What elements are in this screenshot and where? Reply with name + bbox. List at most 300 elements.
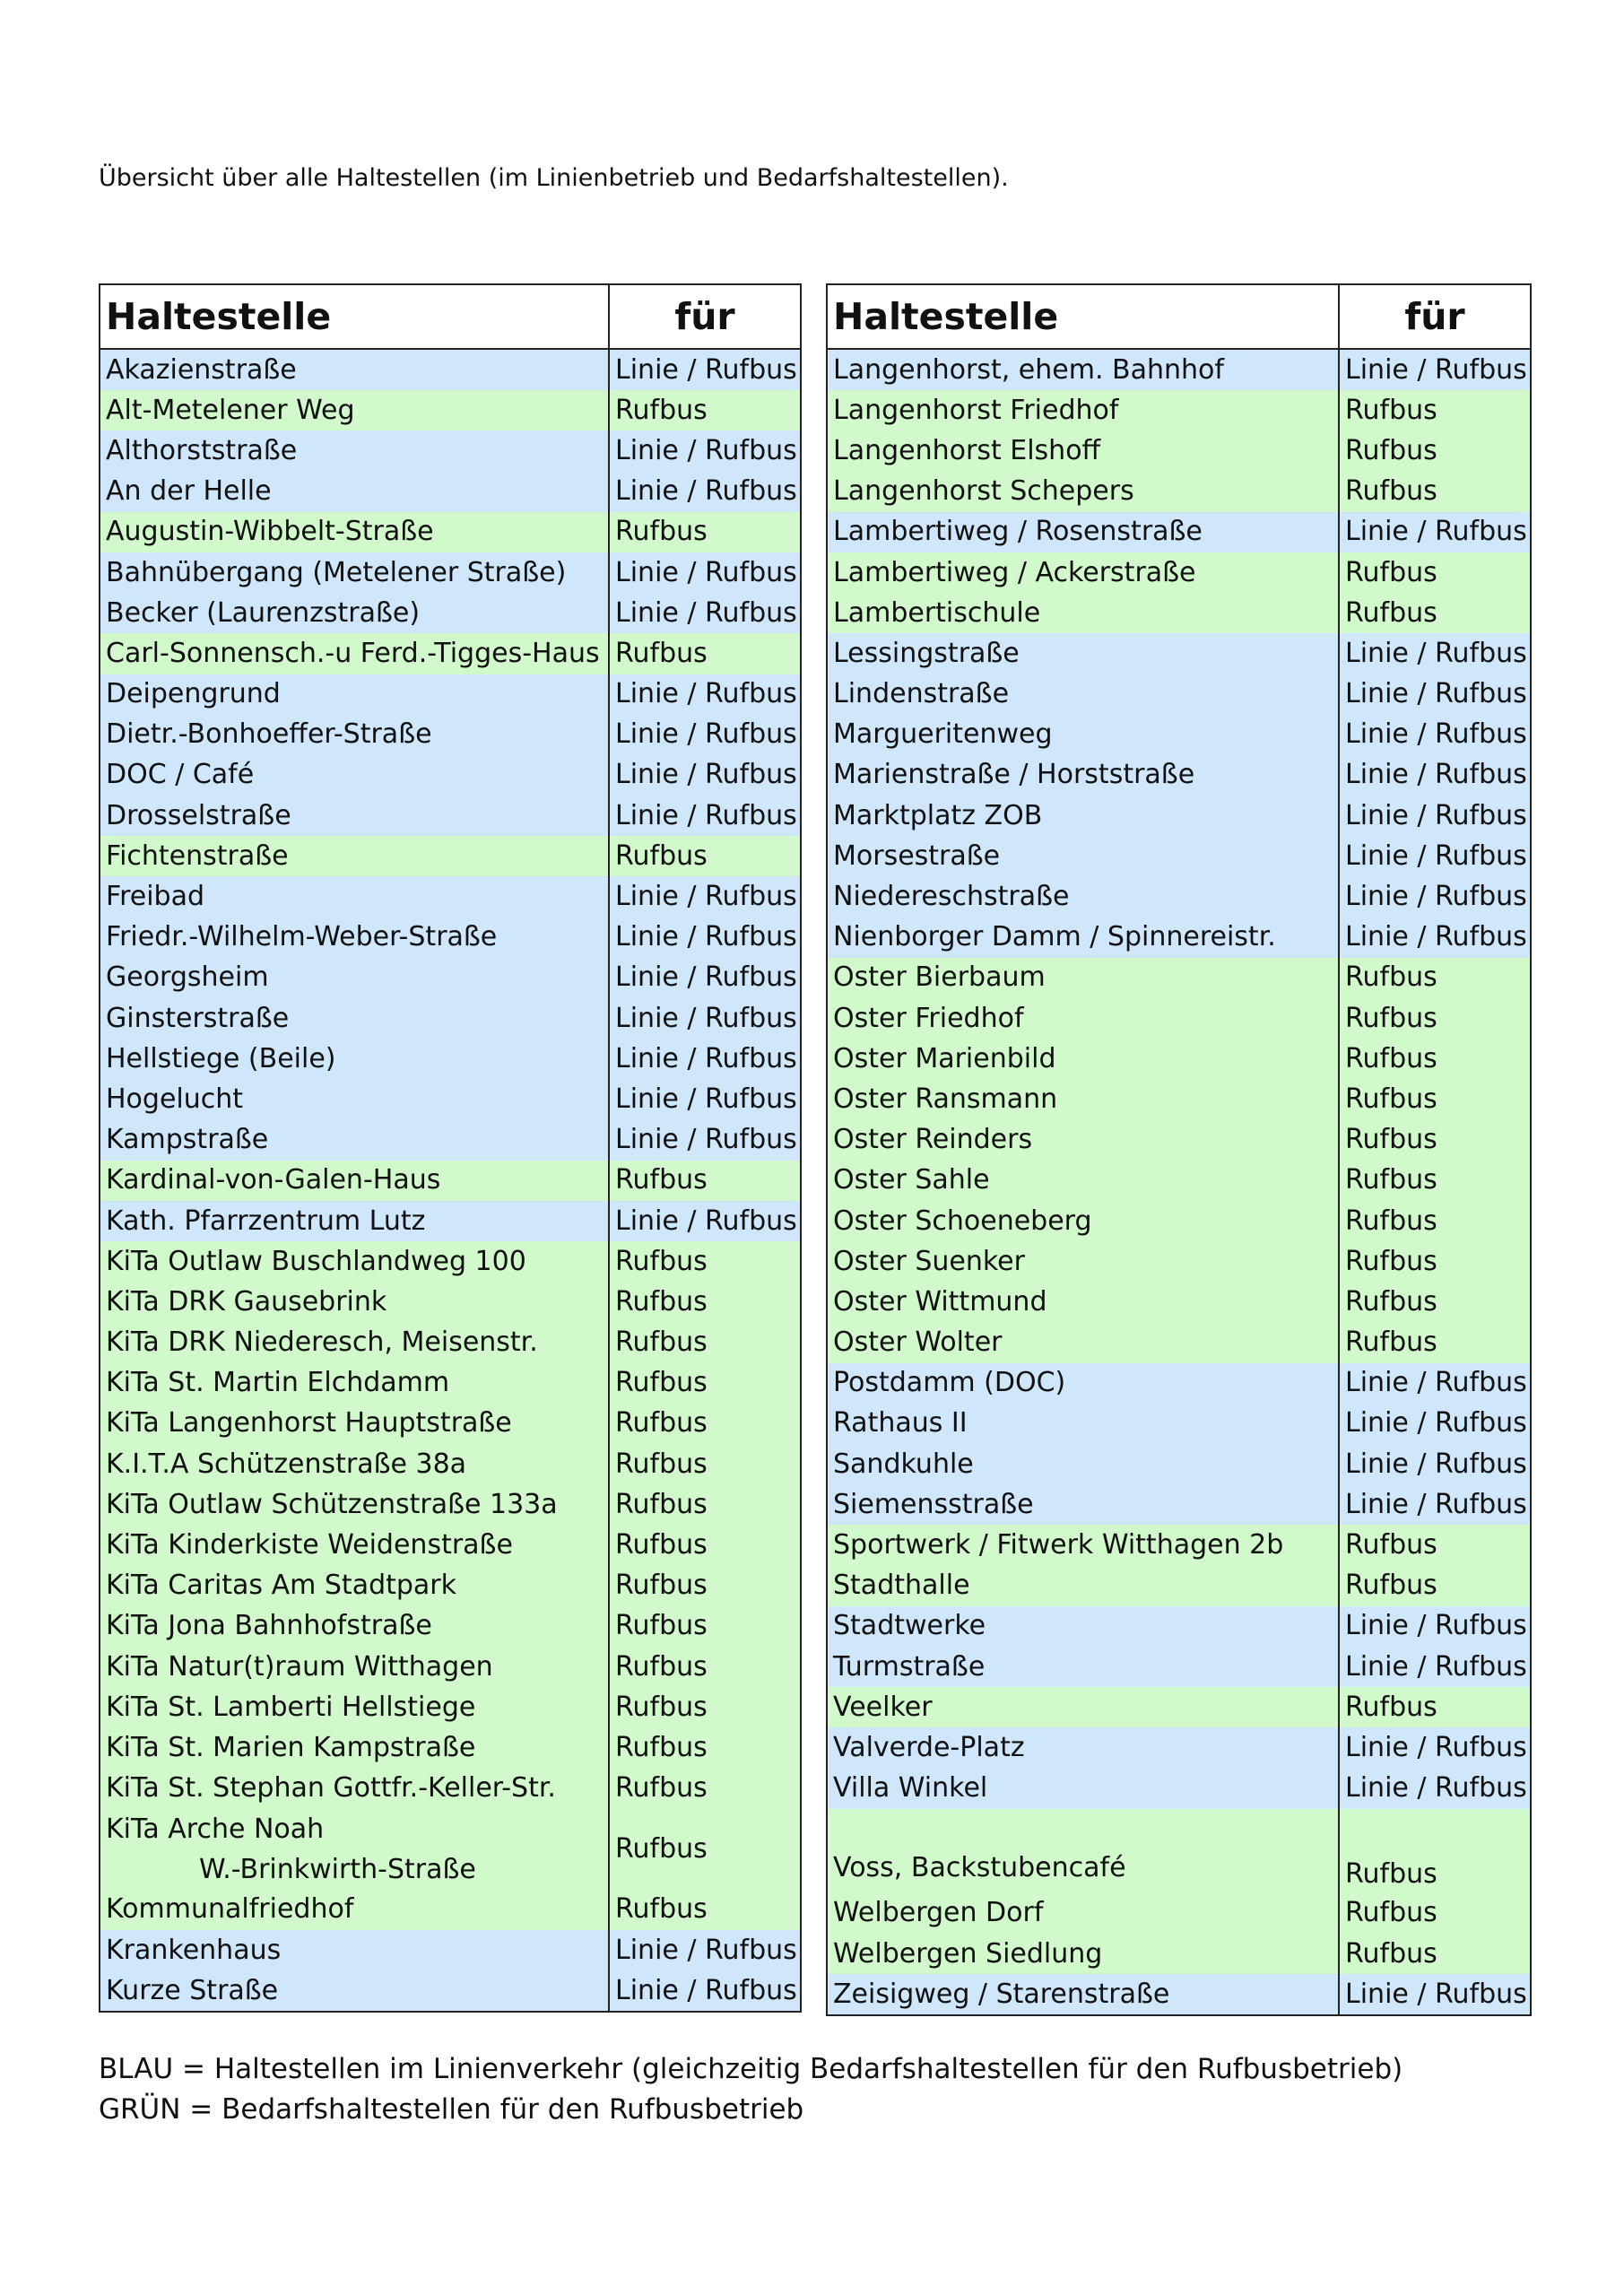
stop-service: Linie / Rufbus	[609, 1970, 801, 2012]
stop-service: Linie / Rufbus	[609, 796, 801, 836]
table-row	[100, 1727, 801, 1768]
header-haltestelle: Haltestelle	[827, 284, 1339, 349]
stop-name-text: Augustin-Wibbelt-Straße	[106, 516, 434, 548]
stop-service: Linie / Rufbus	[609, 349, 801, 390]
stop-name-text: KiTa DRK Gausebrink	[106, 1285, 387, 1318]
stop-service: Rufbus	[1339, 1079, 1531, 1119]
stop-name	[100, 1484, 609, 1525]
stop-name-text: Oster Schoeneberg	[833, 1205, 1092, 1237]
table-row	[827, 998, 1531, 1039]
stop-name-text: Oster Ransmann	[833, 1083, 1058, 1115]
stop-name-text: Becker (Laurenzstraße)	[106, 596, 421, 629]
table-row	[827, 1323, 1531, 1363]
table-row	[827, 958, 1531, 998]
stop-name	[100, 998, 609, 1039]
table-row	[827, 1525, 1531, 1565]
table-header	[100, 284, 801, 349]
stop-service: Rufbus	[609, 1890, 801, 1930]
stop-name-text: Langenhorst Elshoff	[833, 434, 1101, 466]
stop-service: Rufbus	[609, 836, 801, 876]
table-row	[827, 430, 1531, 471]
stop-name	[100, 1890, 609, 1930]
stop-service: Linie / Rufbus	[1339, 755, 1531, 796]
stop-name	[100, 1363, 609, 1404]
table-row	[100, 512, 801, 552]
stop-name-text: Turmstraße	[833, 1650, 986, 1683]
table-row	[100, 1039, 801, 1079]
table-row	[100, 1201, 801, 1241]
stop-name	[100, 593, 609, 633]
stop-service: Rufbus	[609, 1606, 801, 1647]
stop-name-text: Ginsterstraße	[106, 1002, 290, 1034]
table-row	[100, 1282, 801, 1322]
stop-name-text: KiTa St. Martin Elchdamm	[106, 1367, 450, 1399]
table-row	[827, 715, 1531, 755]
stop-name	[827, 593, 1339, 633]
table-row	[100, 1241, 801, 1282]
stop-name-text: Stadthalle	[833, 1570, 970, 1602]
stop-service: Linie / Rufbus	[1339, 1974, 1531, 2015]
stop-name	[827, 1525, 1339, 1565]
table-row	[100, 836, 801, 876]
stop-name	[827, 472, 1339, 512]
stop-service: Linie / Rufbus	[609, 918, 801, 958]
stop-name-text: Kath. Pfarrzentrum Lutz	[106, 1205, 426, 1237]
stop-name	[827, 1769, 1339, 1809]
stop-service: Linie / Rufbus	[1339, 633, 1531, 674]
stop-name	[100, 715, 609, 755]
table-row	[827, 1241, 1531, 1282]
stop-name-text: Drosselstraße	[106, 799, 291, 831]
stop-name-text: Sportwerk / Fitwerk Witthagen 2b	[833, 1529, 1284, 1561]
table-row	[827, 1727, 1531, 1768]
stop-service: Rufbus	[1339, 1323, 1531, 1363]
table-row	[827, 633, 1531, 674]
stop-name	[100, 1161, 609, 1201]
stop-service: Linie / Rufbus	[1339, 512, 1531, 552]
table-row	[827, 755, 1531, 796]
stop-service: Rufbus	[609, 390, 801, 430]
table-row	[827, 512, 1531, 552]
stop-name-text: Oster Wolter	[833, 1326, 1003, 1359]
stop-name	[827, 1444, 1339, 1484]
stop-service: Linie / Rufbus	[1339, 674, 1531, 715]
stop-name-text: Fichtenstraße	[106, 839, 289, 872]
stop-name-text: K.I.T.A Schützenstraße 38a	[106, 1448, 467, 1480]
table-row	[827, 1039, 1531, 1079]
stop-name-text: KiTa St. Lamberti Hellstiege	[106, 1691, 476, 1723]
stop-service: Linie / Rufbus	[1339, 1727, 1531, 1768]
stop-service: Linie / Rufbus	[609, 1201, 801, 1241]
stop-name-text: Althorststraße	[106, 434, 298, 466]
table-row	[100, 1120, 801, 1161]
stop-service: Rufbus	[609, 633, 801, 674]
stop-name-text: Stadtwerke	[833, 1610, 986, 1642]
stop-name	[100, 1930, 609, 1970]
stop-service: Rufbus	[1339, 552, 1531, 593]
stop-service: Linie / Rufbus	[1339, 918, 1531, 958]
table-row	[100, 918, 801, 958]
stop-name	[827, 1201, 1339, 1241]
stop-name-text: Oster Friedhof	[833, 1002, 1024, 1034]
stop-name	[100, 836, 609, 876]
stop-name-text: Freibad	[106, 881, 205, 913]
header-fuer: für	[1339, 284, 1531, 349]
stop-name	[100, 918, 609, 958]
stop-name	[827, 715, 1339, 755]
stop-name-text: Georgsheim	[106, 961, 269, 994]
stop-service: Linie / Rufbus	[609, 1930, 801, 1970]
stop-service: Linie / Rufbus	[1339, 796, 1531, 836]
stop-name	[100, 1323, 609, 1363]
stop-name-text: Krankenhaus	[106, 1934, 282, 1966]
table-row	[827, 1120, 1531, 1161]
stop-name	[100, 1809, 609, 1890]
stop-service: Linie / Rufbus	[609, 755, 801, 796]
stop-service: Linie / Rufbus	[609, 1039, 801, 1079]
table-row	[100, 715, 801, 755]
stop-service: Linie / Rufbus	[1339, 876, 1531, 917]
stop-service: Rufbus	[609, 1525, 801, 1565]
stop-name	[100, 1687, 609, 1727]
stop-name	[100, 1201, 609, 1241]
stop-name-text: Langenhorst, ehem. Bahnhof	[833, 353, 1224, 386]
stop-name-text: Oster Sahle	[833, 1164, 990, 1196]
stop-name-text: KiTa Kinderkiste Weidenstraße	[106, 1529, 513, 1561]
stop-name	[827, 1893, 1339, 1934]
stop-name	[100, 1769, 609, 1809]
stop-name-line2: W.-Brinkwirth-Straße	[199, 1853, 476, 1885]
table-header	[827, 284, 1531, 349]
table-row	[100, 958, 801, 998]
table-row	[100, 876, 801, 917]
stop-name-text: Voss, Backstubencafé	[833, 1851, 1126, 1883]
stop-name-text: An der Helle	[106, 475, 272, 508]
stop-name-text: Welbergen Dorf	[833, 1897, 1044, 1929]
stop-name-text: Kurze Straße	[106, 1974, 279, 2006]
table-row	[827, 1444, 1531, 1484]
table-row	[827, 1769, 1531, 1809]
stop-name-text: Oster Reinders	[833, 1124, 1033, 1156]
stop-service: Linie / Rufbus	[609, 1079, 801, 1119]
table-row	[827, 593, 1531, 633]
stop-service: Rufbus	[609, 1727, 801, 1768]
table-row	[100, 1161, 801, 1201]
stop-service: Linie / Rufbus	[1339, 1484, 1531, 1525]
stop-name-text: Lambertischule	[833, 596, 1041, 629]
stop-name	[100, 1606, 609, 1647]
stop-name-text: Lambertiweg / Rosenstraße	[833, 516, 1203, 548]
stop-name	[827, 1323, 1339, 1363]
stop-name	[100, 1566, 609, 1606]
stop-name	[100, 1727, 609, 1768]
stop-service: Linie / Rufbus	[1339, 1769, 1531, 1809]
stop-name	[827, 1282, 1339, 1322]
header-haltestelle: Haltestelle	[100, 284, 609, 349]
table-row	[100, 998, 801, 1039]
stop-service: Rufbus	[609, 1282, 801, 1322]
stop-service: Linie / Rufbus	[1339, 836, 1531, 876]
table-row	[100, 472, 801, 512]
stop-service: Linie / Rufbus	[1339, 1404, 1531, 1444]
stop-name	[100, 1647, 609, 1687]
table-row	[100, 1404, 801, 1444]
stop-service: Rufbus	[609, 1687, 801, 1727]
stop-name-text: Zeisigweg / Starenstraße	[833, 1978, 1170, 2010]
stop-service: Linie / Rufbus	[1339, 1444, 1531, 1484]
table-row	[827, 552, 1531, 593]
stop-service: Rufbus	[1339, 390, 1531, 430]
stop-name	[827, 1241, 1339, 1282]
stop-name	[827, 633, 1339, 674]
stop-name-text: Deipengrund	[106, 678, 281, 710]
stop-service: Rufbus	[1339, 958, 1531, 998]
stop-name	[100, 390, 609, 430]
table-row	[827, 1484, 1531, 1525]
table-row	[100, 1647, 801, 1687]
table-row	[100, 390, 801, 430]
stop-name	[100, 430, 609, 471]
stop-name	[827, 552, 1339, 593]
table-row	[827, 674, 1531, 715]
stop-service: Rufbus	[1339, 1809, 1531, 1893]
stop-name-text: Villa Winkel	[833, 1772, 988, 1805]
stop-name	[100, 755, 609, 796]
stop-service: Rufbus	[1339, 1566, 1531, 1606]
stop-name-text: KiTa St. Marien Kampstraße	[106, 1731, 476, 1763]
table-row	[827, 918, 1531, 958]
stop-name	[827, 876, 1339, 917]
table-row	[827, 349, 1531, 390]
stop-name	[100, 674, 609, 715]
table-row	[827, 1974, 1531, 2015]
table-row	[827, 1809, 1531, 1893]
stop-service: Rufbus	[609, 1809, 801, 1890]
stop-name	[827, 1079, 1339, 1119]
stop-name	[100, 796, 609, 836]
stop-name	[827, 918, 1339, 958]
stop-name-text: Friedr.-Wilhelm-Weber-Straße	[106, 921, 498, 953]
stop-service: Rufbus	[1339, 1282, 1531, 1322]
stop-name	[827, 1120, 1339, 1161]
stop-name-text: Rathaus II	[833, 1407, 968, 1439]
stop-service: Rufbus	[1339, 1241, 1531, 1282]
table-row	[100, 1444, 801, 1484]
stop-name-text: Siemensstraße	[833, 1488, 1034, 1520]
stop-name	[827, 390, 1339, 430]
table-row	[827, 1647, 1531, 1687]
stop-service: Rufbus	[609, 1323, 801, 1363]
stop-name	[100, 1282, 609, 1322]
stop-name	[100, 1120, 609, 1161]
table-row	[827, 836, 1531, 876]
stop-name-text: Lindenstraße	[833, 678, 1010, 710]
table-row	[827, 1201, 1531, 1241]
stop-name	[827, 1687, 1339, 1727]
stop-name-text: Kampstraße	[106, 1124, 269, 1156]
stop-name	[827, 1974, 1339, 2015]
stop-name	[827, 1934, 1339, 1974]
stop-service: Linie / Rufbus	[609, 958, 801, 998]
stop-name-text: KiTa Arche Noah	[106, 1813, 325, 1845]
table-row	[100, 755, 801, 796]
table-row	[100, 1769, 801, 1809]
stop-name-text: Sandkuhle	[833, 1448, 974, 1480]
stop-name-text: Kardinal-von-Galen-Haus	[106, 1164, 441, 1196]
stop-name-text: Hogelucht	[106, 1083, 244, 1115]
legend-blau: BLAU = Haltestellen im Linienverkehr (gleichzeitig Bedarfshaltestellen für den Rufbusbetrieb)	[99, 2053, 1403, 2085]
table-row	[827, 1687, 1531, 1727]
stop-name	[827, 1363, 1339, 1404]
stop-name-text: Langenhorst Friedhof	[833, 394, 1119, 426]
stop-service: Rufbus	[609, 1566, 801, 1606]
stop-name-text: KiTa Caritas Am Stadtpark	[106, 1570, 457, 1602]
stop-service: Linie / Rufbus	[609, 674, 801, 715]
stop-name	[100, 1444, 609, 1484]
stop-service: Rufbus	[1339, 430, 1531, 471]
table-row	[100, 1525, 801, 1565]
stop-name-text: Dietr.-Bonhoeffer-Straße	[106, 718, 432, 751]
stop-service: Rufbus	[609, 1647, 801, 1687]
table-row	[100, 1484, 801, 1525]
stop-service: Linie / Rufbus	[1339, 349, 1531, 390]
table-row	[100, 1566, 801, 1606]
stop-service: Linie / Rufbus	[609, 593, 801, 633]
table-row	[100, 349, 801, 390]
stop-name	[827, 1566, 1339, 1606]
stop-service: Rufbus	[609, 1484, 801, 1525]
stop-name	[827, 1039, 1339, 1079]
table-row	[100, 674, 801, 715]
legend	[99, 2049, 1403, 2130]
stop-service: Rufbus	[1339, 1161, 1531, 1201]
table-row	[100, 1079, 801, 1119]
table-row	[100, 1890, 801, 1930]
stop-name-text: Hellstiege (Beile)	[106, 1042, 336, 1074]
stop-service: Linie / Rufbus	[1339, 1647, 1531, 1687]
stop-name	[100, 1525, 609, 1565]
stop-name-text: Valverde-Platz	[833, 1731, 1025, 1763]
stop-service: Linie / Rufbus	[609, 1120, 801, 1161]
table-row	[100, 593, 801, 633]
stop-name-text: Bahnübergang (Metelener Straße)	[106, 556, 567, 588]
stop-service: Rufbus	[1339, 472, 1531, 512]
stop-name	[827, 1809, 1339, 1893]
stop-service: Rufbus	[1339, 1934, 1531, 1974]
stop-name-text: KiTa Outlaw Buschlandweg 100	[106, 1245, 526, 1277]
stop-name	[100, 1970, 609, 2012]
table-row	[100, 1606, 801, 1647]
table-row	[827, 1282, 1531, 1322]
stop-service: Rufbus	[1339, 998, 1531, 1039]
stop-service: Rufbus	[1339, 593, 1531, 633]
stop-name-text: Lessingstraße	[833, 637, 1020, 669]
stop-name	[100, 1404, 609, 1444]
stop-name	[827, 1404, 1339, 1444]
stop-name-text: KiTa Langenhorst Hauptstraße	[106, 1407, 512, 1439]
table-row	[100, 633, 801, 674]
stop-service: Rufbus	[1339, 1120, 1531, 1161]
stop-name-text: Langenhorst Schepers	[833, 475, 1134, 508]
stop-service: Linie / Rufbus	[609, 998, 801, 1039]
stop-name	[827, 1484, 1339, 1525]
stop-name-text: KiTa Outlaw Schützenstraße 133a	[106, 1488, 558, 1520]
stop-service: Linie / Rufbus	[609, 715, 801, 755]
table-row	[100, 1930, 801, 1970]
stop-service: Rufbus	[609, 1404, 801, 1444]
stop-name-text: DOC / Café	[106, 759, 255, 791]
stop-service: Rufbus	[609, 1363, 801, 1404]
stop-name-text: Oster Suenker	[833, 1245, 1025, 1277]
stop-name	[100, 1039, 609, 1079]
stop-service: Linie / Rufbus	[1339, 1363, 1531, 1404]
stop-service: Linie / Rufbus	[609, 552, 801, 593]
stop-service: Rufbus	[609, 1769, 801, 1809]
table-row	[827, 1934, 1531, 1974]
stop-name	[827, 998, 1339, 1039]
table-row	[827, 1606, 1531, 1647]
stop-name	[827, 958, 1339, 998]
stop-name	[827, 755, 1339, 796]
stop-service: Rufbus	[1339, 1039, 1531, 1079]
table-row	[100, 1323, 801, 1363]
stop-name	[827, 1161, 1339, 1201]
stop-name-text: Kommunalfriedhof	[106, 1893, 354, 1926]
stop-name-text: Oster Marienbild	[833, 1042, 1056, 1074]
stop-name-text: Marktplatz ZOB	[833, 799, 1043, 831]
legend-gruen: GRÜN = Bedarfshaltestellen für den Rufbusbetrieb	[99, 2093, 804, 2126]
stop-name-text: Nienborger Damm / Spinnereistr.	[833, 921, 1276, 953]
stop-name	[100, 876, 609, 917]
table-row	[827, 1161, 1531, 1201]
stop-name-text: Margueritenweg	[833, 718, 1053, 751]
stop-name-text: Niedereschstraße	[833, 881, 1070, 913]
table-row	[100, 1809, 801, 1890]
table-row	[100, 1363, 801, 1404]
table-row	[827, 876, 1531, 917]
header-fuer: für	[609, 284, 801, 349]
table-row	[827, 390, 1531, 430]
stop-name	[827, 1647, 1339, 1687]
stop-name	[100, 633, 609, 674]
stop-name-text: Oster Wittmund	[833, 1285, 1047, 1318]
stop-name	[827, 674, 1339, 715]
stop-name	[100, 1241, 609, 1282]
stop-service: Rufbus	[609, 512, 801, 552]
table-row	[100, 796, 801, 836]
table-row	[827, 1404, 1531, 1444]
stops-table-left	[99, 283, 802, 2013]
table-row	[827, 796, 1531, 836]
table-row	[827, 472, 1531, 512]
table-row	[100, 1687, 801, 1727]
table-row	[827, 1566, 1531, 1606]
stop-name-text: KiTa St. Stephan Gottfr.-Keller-Str.	[106, 1772, 556, 1805]
stop-service: Linie / Rufbus	[609, 876, 801, 917]
stop-service: Linie / Rufbus	[1339, 1606, 1531, 1647]
table-row	[827, 1893, 1531, 1934]
table-row	[100, 552, 801, 593]
stop-service: Rufbus	[609, 1161, 801, 1201]
stop-name	[100, 472, 609, 512]
stop-name-text: Morsestraße	[833, 839, 1001, 872]
table-row	[100, 430, 801, 471]
stop-service: Linie / Rufbus	[609, 430, 801, 471]
stop-name-text: KiTa DRK Niederesch, Meisenstr.	[106, 1326, 538, 1359]
stop-name	[827, 836, 1339, 876]
stop-service: Linie / Rufbus	[609, 472, 801, 512]
stop-service: Linie / Rufbus	[1339, 715, 1531, 755]
